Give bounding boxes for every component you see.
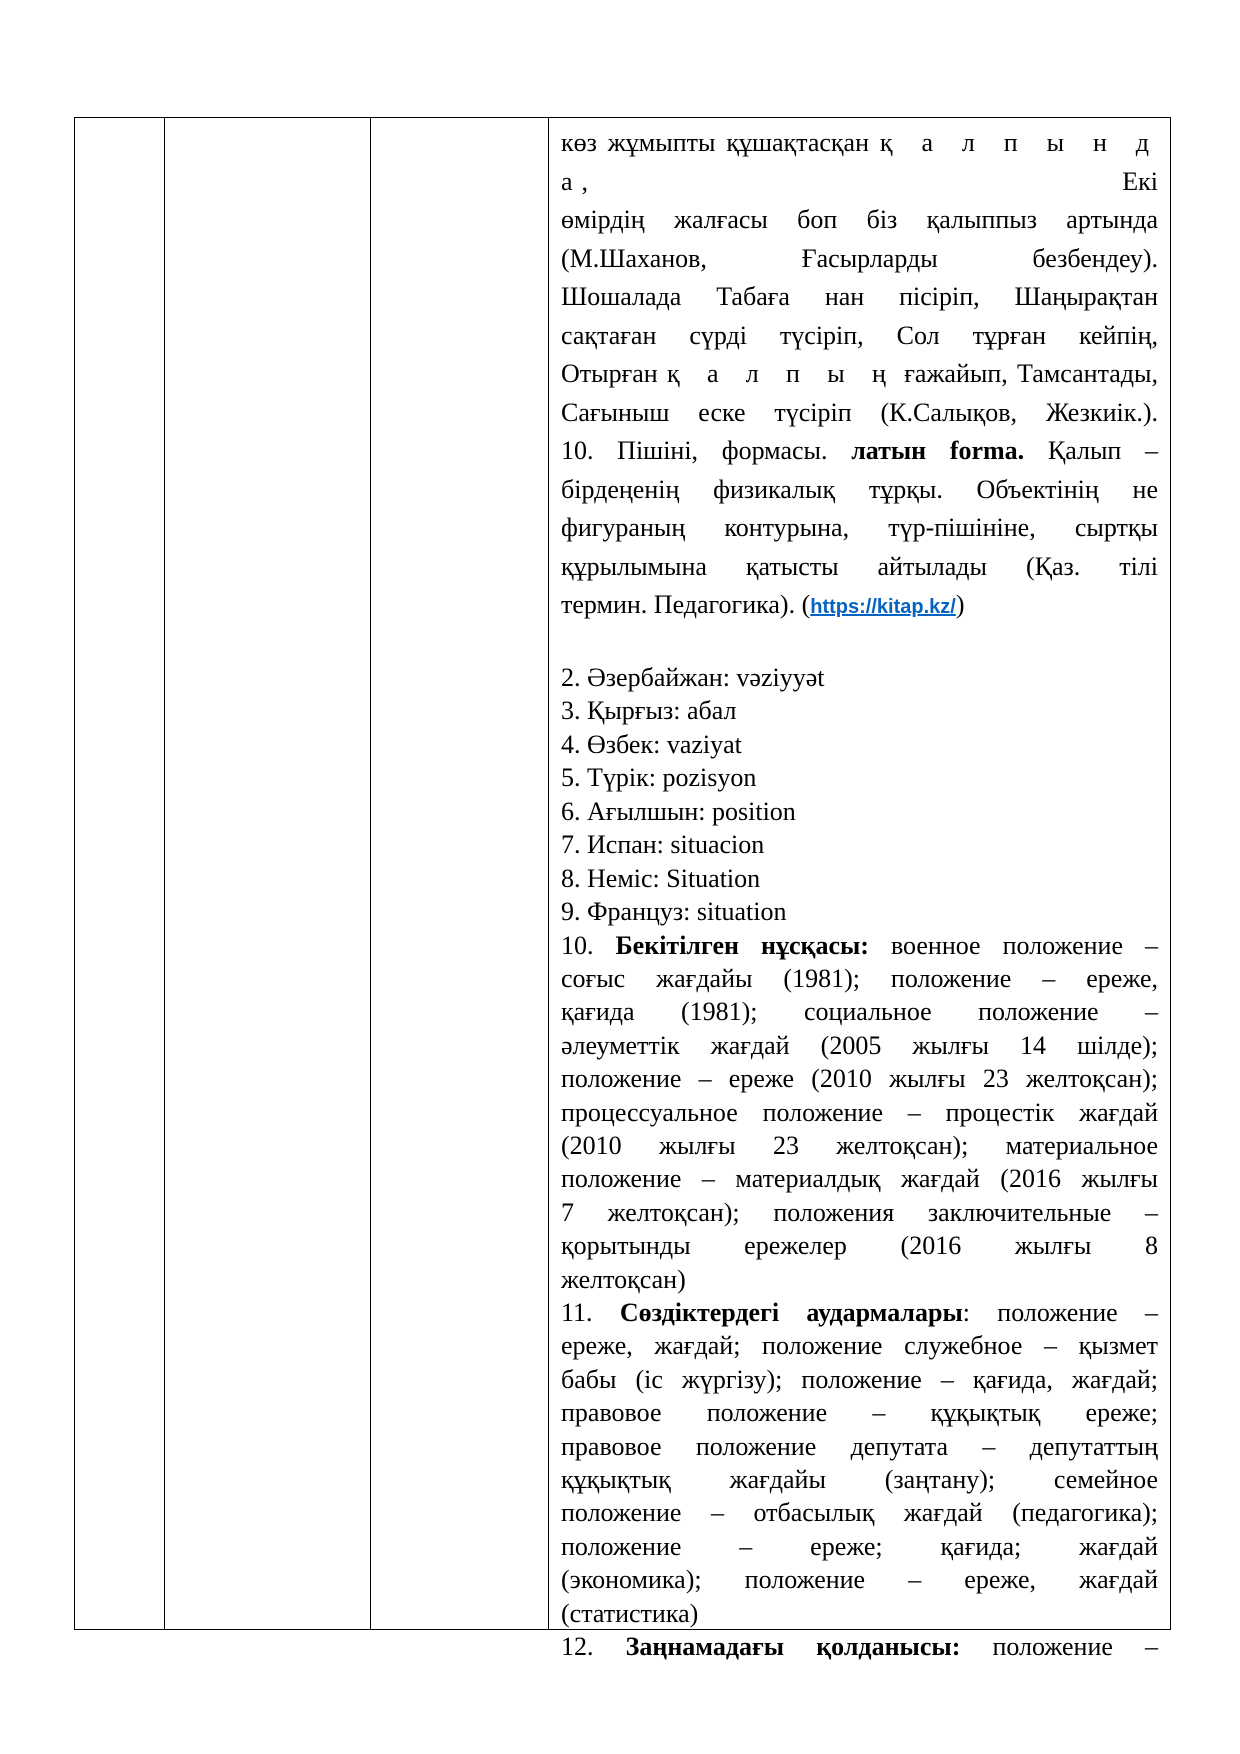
- text-line: қағида (1981); социальное положение –: [561, 997, 1158, 1027]
- section-dictionary-translations: [561, 1296, 1158, 1630]
- translation-list: [561, 661, 1158, 929]
- text-line: ереже, жағдай; положение служебное – қызмет: [561, 1331, 1158, 1361]
- bold-term: Сөздіктердегі аудармалары: [619, 1297, 963, 1327]
- spaced-word: қ а л п ы н д а: [561, 128, 1159, 196]
- list-item: 2. Әзербайжан: vəziyyət: [561, 662, 825, 692]
- text-line: бірдеңенің физикалық тұрқы. Объектінің не: [561, 474, 1158, 504]
- paragraph-poetry-quotes: [561, 124, 1158, 627]
- text-line: положение – ереже; қағида; жағдай: [561, 1531, 1158, 1561]
- text-line: положение – отбасылық жағдай (педагогика);: [561, 1498, 1158, 1528]
- text-line: сақтаған сүрді түсіріп, Сол тұрған кейпің,: [561, 320, 1158, 350]
- section-legislation-usage: [561, 1630, 1158, 1663]
- table-column-4: [549, 118, 1170, 1662]
- list-item: 5. Түрік: pozisyon: [561, 763, 757, 792]
- list-item: 6. Ағылшын: position: [561, 796, 796, 826]
- text-line: положение – ереже (2010 жылғы 23 желтоқсан);: [561, 1064, 1158, 1094]
- text-line: желтоқсан): [561, 1264, 686, 1294]
- text-line: (статистика): [561, 1598, 699, 1628]
- kitap-link[interactable]: https://kitap.kz/: [810, 596, 956, 618]
- text-line: правовое положение депутата – депутаттың: [561, 1431, 1158, 1461]
- list-item: 9. Француз: situation: [561, 897, 787, 926]
- text-line: процессуальное положение – процестік жағдай: [561, 1097, 1158, 1127]
- list-item: 4. Өзбек: vaziyat: [561, 729, 742, 759]
- text-line: 11. Сөздіктердегі аудармалары: положение –: [561, 1297, 1158, 1327]
- bold-term: латын forma.: [851, 436, 1025, 465]
- text-line: фигураның контурына, түр-пішініне, сыртқы: [561, 513, 1158, 542]
- list-item: 8. Неміс: Situation: [561, 863, 761, 893]
- text-line: Шошалада Табаға нан пісіріп, Шаңырақтан: [561, 282, 1158, 311]
- document-table: [74, 117, 1171, 1662]
- table-column-2: [165, 118, 371, 1629]
- text-line: положение – материалдық жағдай (2016 жылғы: [561, 1164, 1158, 1194]
- text-line: (М.Шаханов, Ғасырларды безбендеу).: [561, 243, 1158, 273]
- section-approved-version: [561, 929, 1158, 1296]
- text-line: Сағыныш еске түсіріп (К.Салықов, Жезкиік.).: [561, 397, 1158, 427]
- table-column-3: [371, 118, 549, 1629]
- list-item: 3. Қырғыз: абал: [561, 696, 737, 725]
- text-line: құқықтық жағдайы (заңтану); семейное: [561, 1465, 1158, 1494]
- spacer: [561, 627, 1158, 661]
- text-line: көз жұмыпты құшақтасқан қ а л п ы н д а, Екі: [561, 128, 1159, 196]
- bold-term: Заңнамадағы қолданысы:: [625, 1632, 961, 1662]
- text-line: (экономика); положение – ереже, жағдай: [561, 1565, 1158, 1595]
- text-line: әлеуметтік жағдай (2005 жылғы 14 шілде);: [561, 1030, 1158, 1060]
- text-line: термин. Педагогика). (https://kitap.kz/): [561, 590, 965, 619]
- text-line: 10. Пішіні, формасы. латын forma. Қалып –: [561, 436, 1158, 465]
- text-line: бабы (іс жүргізу); положение – қағида, жағдай;: [561, 1364, 1158, 1394]
- text-line: 10. Бекітілген нұсқасы: военное положение –: [561, 930, 1158, 960]
- text-line: өмірдің жалғасы боп біз қалыппыз артында: [561, 205, 1158, 234]
- text-line: 7 желтоқсан); положения заключительные –: [561, 1197, 1158, 1227]
- text-line: қорытынды ережелер (2016 жылғы 8: [561, 1231, 1158, 1261]
- table-column-1: [75, 118, 165, 1629]
- text-line: (2010 жылғы 23 желтоқсан); материальное: [561, 1130, 1158, 1160]
- list-item: 7. Испан: situacion: [561, 830, 765, 859]
- text-line: соғыс жағдайы (1981); положение – ереже,: [561, 963, 1158, 993]
- text-line: 12. Заңнамадағы қолданысы: положение –: [561, 1632, 1159, 1662]
- text-line: правовое положение – құқықтық ереже;: [561, 1398, 1158, 1428]
- spaced-word: қ а л п ы ң: [667, 359, 895, 388]
- text-line: құрылымына қатысты айтылады (Қаз. тілі: [561, 551, 1158, 581]
- text-line: Отырған қ а л п ы ң ғажайып, Тамсантады,: [561, 359, 1158, 388]
- bold-term: Бекітілген нұсқасы:: [615, 930, 869, 960]
